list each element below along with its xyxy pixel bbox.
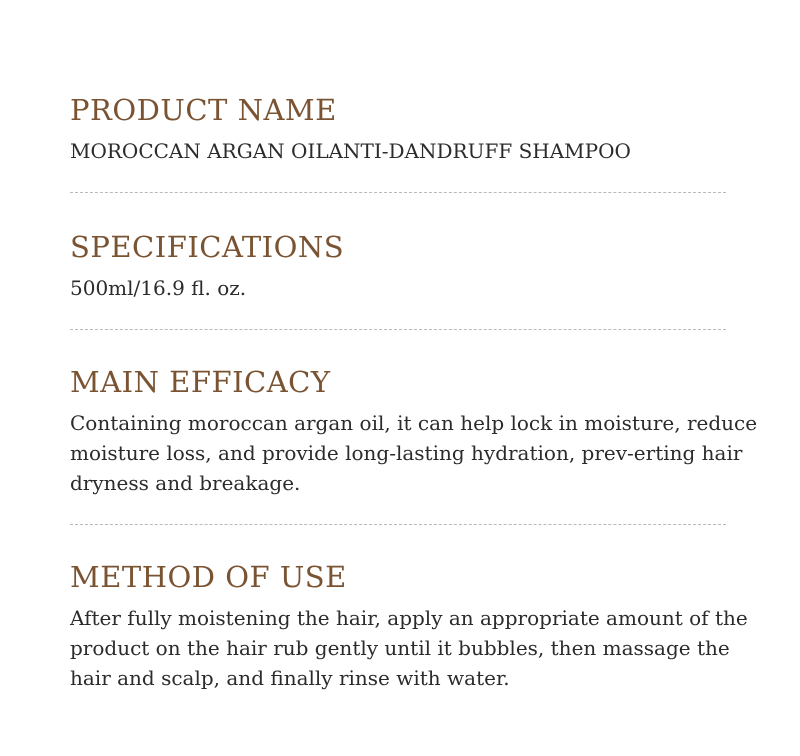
product-name-value: MOROCCAN ARGAN OILANTI-DANDRUFF SHAMPOO: [70, 139, 631, 163]
product-name-heading: PRODUCT NAME: [70, 93, 337, 127]
method-of-use-section: [70, 559, 760, 693]
specifications-value: 500ml/16.9 fl. oz.: [70, 276, 247, 300]
main-efficacy-section: [70, 364, 760, 498]
main-efficacy-text: Containing moroccan argan oil, it can help lock in moisture, reduce moisture loss, and provide long-lasting hydration, prev-erting hair dryness and breakage.: [70, 411, 758, 495]
product-info-sheet: [70, 92, 760, 693]
method-of-use-text: After fully moistening the hair, apply an appropriate amount of the product on the hair rub gently until it bubbles, then massage the hair and scalp, and finally rinse with water.: [70, 606, 748, 690]
main-efficacy-heading: MAIN EFFICACY: [70, 365, 331, 399]
specifications-section: [70, 229, 760, 303]
method-of-use-heading: METHOD OF USE: [70, 560, 347, 594]
section-divider: [70, 329, 726, 330]
section-divider: [70, 192, 726, 193]
product-name-section: [70, 92, 760, 166]
section-divider: [70, 524, 726, 525]
specifications-heading: SPECIFICATIONS: [70, 230, 345, 264]
